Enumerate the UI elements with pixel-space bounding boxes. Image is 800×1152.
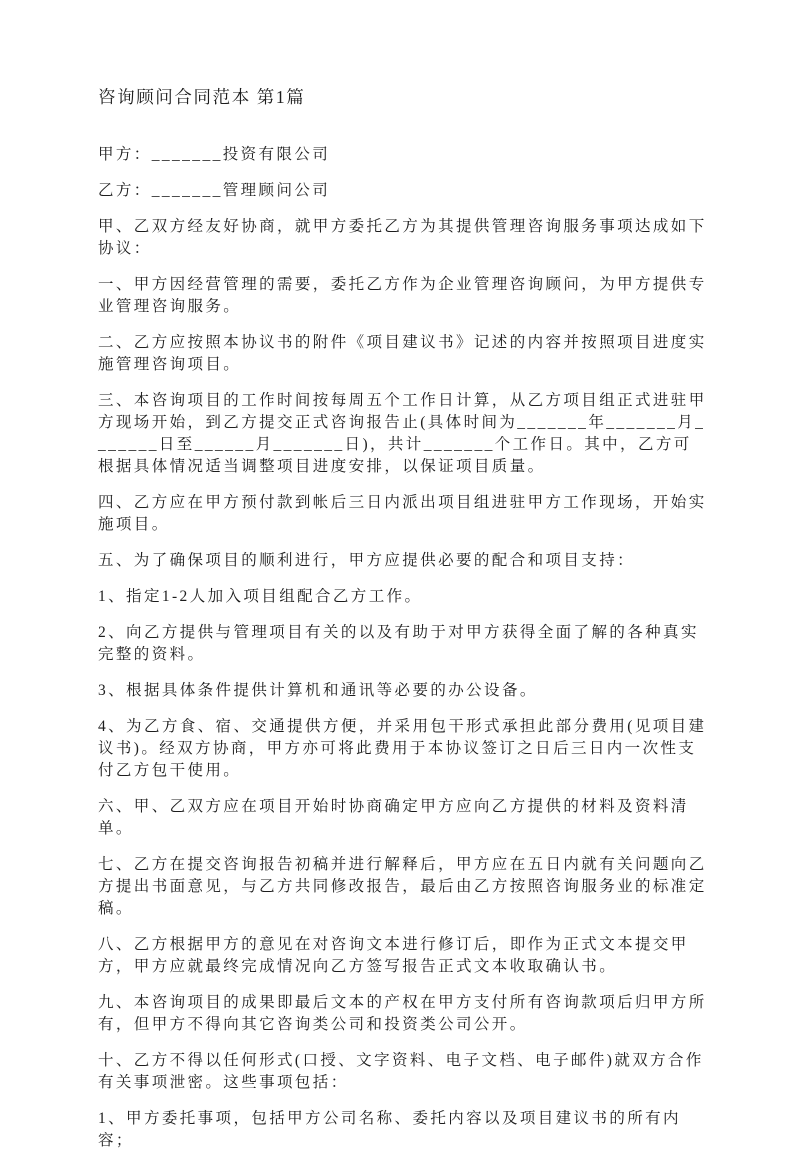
paragraph-clause-8: 八、乙方根据甲方的意见在对咨询文本进行修订后，即作为正式文本提交甲方，甲方应就最终完成情况向乙方签写报告正式文本收取确认书。 [98, 936, 689, 975]
paragraph-clause-3: 三、本咨询项目的工作时间按每周五个工作日计算，从乙方项目组正式进驻甲方现场开始，到乙方提交正式咨询报告止(具体时间为_______年_______月_______日至______月_______日)，共计_______个工作日。其中，乙方可根据具体情况适当调整项目进度安排，以保证项目质量。 [98, 392, 707, 475]
paragraph-clause-10-item-1: 1、甲方委托事项，包括甲方公司名称、委托内容以及项目建议书的所有内容； [98, 1110, 681, 1149]
party-b-line: 乙方：_______管理顾问公司 [98, 182, 331, 199]
document-title: 咨询顾问合同范本 第1篇 [98, 87, 306, 107]
paragraph-clause-4: 四、乙方应在甲方预付款到帐后三日内派出项目组进驻甲方工作现场，开始实施项目。 [98, 494, 707, 533]
paragraph-clause-10: 十、乙方不得以任何形式(口授、文字资料、电子文档、电子邮件)就双方合作有关事项泄密。这些事项包括： [98, 1052, 704, 1091]
paragraph-clause-5-item-2: 2、向乙方提供与管理项目有关的以及有助于对甲方获得全面了解的各种真实完整的资料。 [98, 624, 699, 663]
paragraph-clause-9: 九、本咨询项目的成果即最后文本的产权在甲方支付所有咨询款项后归甲方所有，但甲方不得向其它咨询类公司和投资类公司公开。 [98, 994, 707, 1033]
paragraph-clause-5-item-4: 4、为乙方食、宿、交通提供方便，并采用包干形式承担此部分费用(见项目建议书)。经双方协商，甲方亦可将此费用于本协议签订之日后三日内一次性支付乙方包干使用。 [98, 718, 707, 779]
paragraph-intro: 甲、乙双方经友好协商，就甲方委托乙方为其提供管理咨询服务事项达成如下协议： [98, 218, 707, 257]
paragraph-clause-7: 七、乙方在提交咨询报告初稿并进行解释后，甲方应在五日内就有关问题向乙方提出书面意见，与乙方共同修改报告，最后由乙方按照咨询服务业的标准定稿。 [98, 856, 707, 917]
paragraph-clause-1: 一、甲方因经营管理的需要，委托乙方作为企业管理咨询顾问，为甲方提供专业管理咨询服务。 [98, 276, 707, 315]
paragraph-clause-2: 二、乙方应按照本协议书的附件《项目建议书》记述的内容并按照项目进度实施管理咨询项目。 [98, 334, 707, 373]
paragraph-clause-5: 五、为了确保项目的顺利进行，甲方应提供必要的配合和项目支持： [98, 552, 636, 569]
paragraph-clause-5-item-1: 1、指定1-2人加入项目组配合乙方工作。 [98, 588, 423, 605]
paragraph-clause-5-item-3: 3、根据具体条件提供计算机和通讯等必要的办公设备。 [98, 682, 538, 699]
paragraph-clause-6: 六、甲、乙双方应在项目开始时协商确定甲方应向乙方提供的材料及资料清单。 [98, 798, 689, 837]
party-a-line: 甲方：_______投资有限公司 [98, 146, 331, 163]
